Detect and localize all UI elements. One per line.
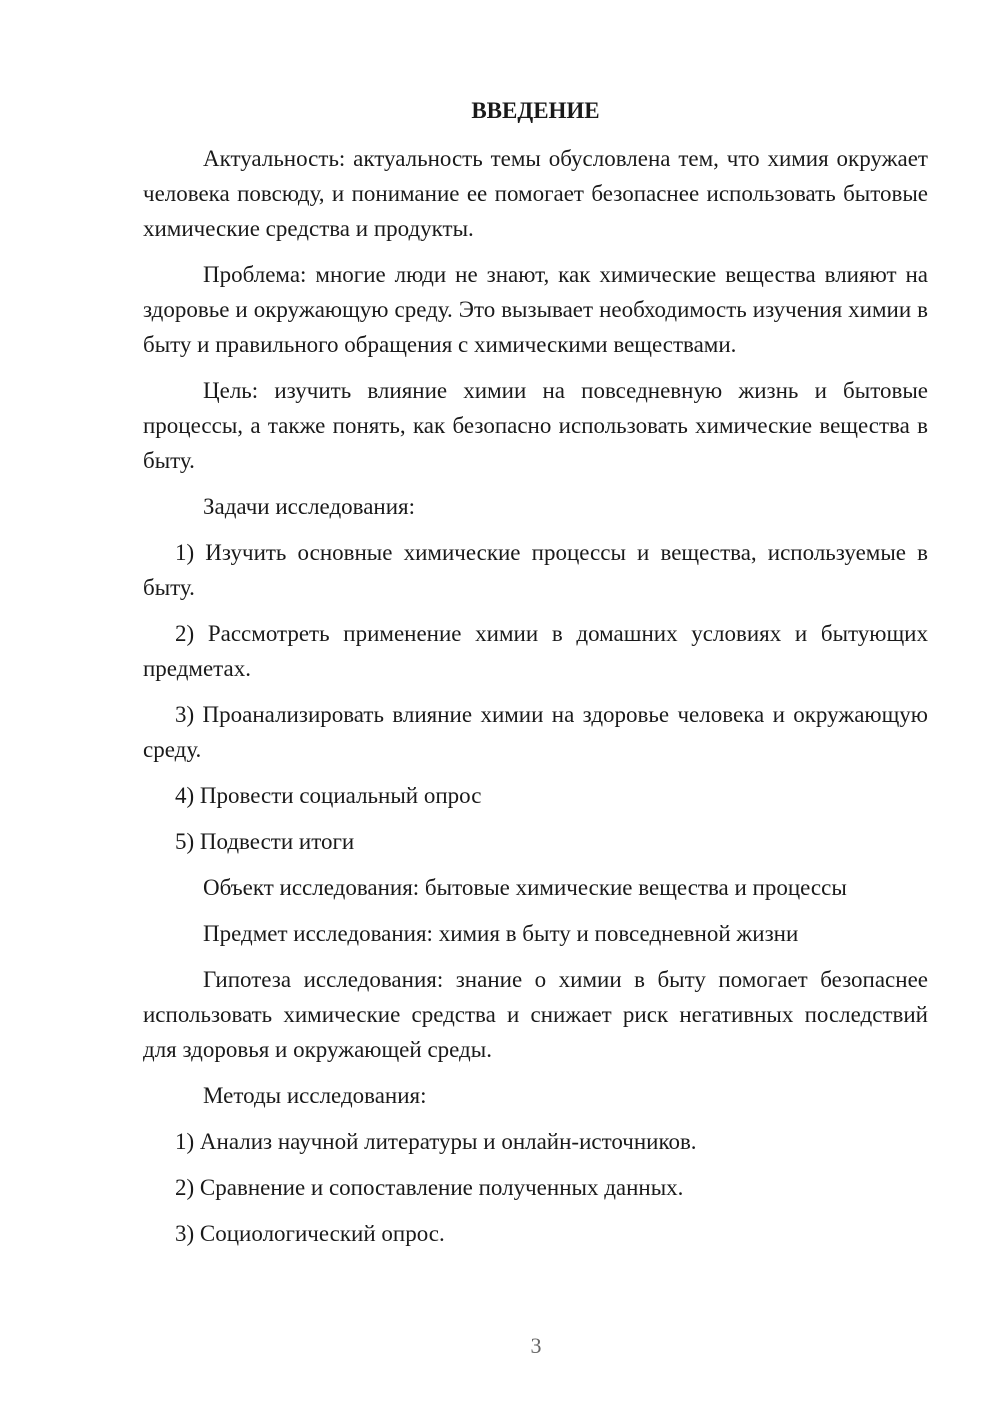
page-content bbox=[143, 93, 928, 1262]
task-item-1: 1) Изучить основные химические процессы и вещества, используемые в быту. bbox=[143, 540, 928, 600]
method-item-2: 2) Сравнение и сопоставление полученных данных. bbox=[175, 1175, 684, 1200]
method-item-1: 1) Анализ научной литературы и онлайн-источников. bbox=[175, 1129, 697, 1154]
goal-paragraph: Цель: изучить влияние химии на повседневную жизнь и бытовые процессы, а также понять, как безопасно использовать химические вещества в быту. bbox=[143, 378, 928, 473]
section-title: ВВЕДЕНИЕ bbox=[471, 98, 600, 123]
tasks-label: Задачи исследования: bbox=[203, 494, 416, 519]
method-item-3: 3) Социологический опрос. bbox=[175, 1221, 445, 1246]
task-item-4: 4) Провести социальный опрос bbox=[175, 783, 482, 808]
relevance-paragraph: Актуальность: актуальность темы обусловлена тем, что химия окружает человека повсюду, и понимание ее помогает безопаснее использовать бытовые химические средства и продукты. bbox=[143, 146, 928, 241]
task-item-5: 5) Подвести итоги bbox=[175, 829, 355, 854]
page-number: 3 bbox=[530, 1333, 542, 1358]
object-paragraph: Объект исследования: бытовые химические вещества и процессы bbox=[203, 875, 847, 900]
task-item-3: 3) Проанализировать влияние химии на здоровье человека и окружающую среду. bbox=[143, 702, 928, 762]
hypothesis-paragraph: Гипотеза исследования: знание о химии в быту помогает безопаснее использовать химические средства и снижает риск негативных последствий для здоровья и окружающей среды. bbox=[143, 967, 928, 1062]
task-item-2: 2) Рассмотреть применение химии в домашних условиях и бытующих предметах. bbox=[143, 621, 928, 681]
problem-paragraph: Проблема: многие люди не знают, как химические вещества влияют на здоровье и окружающую среду. Это вызывает необходимость изучения химии в быту и правильного обращения с химическими веществами. bbox=[143, 262, 928, 357]
methods-label: Методы исследования: bbox=[203, 1083, 427, 1108]
subject-paragraph: Предмет исследования: химия в быту и повседневной жизни bbox=[203, 921, 799, 946]
